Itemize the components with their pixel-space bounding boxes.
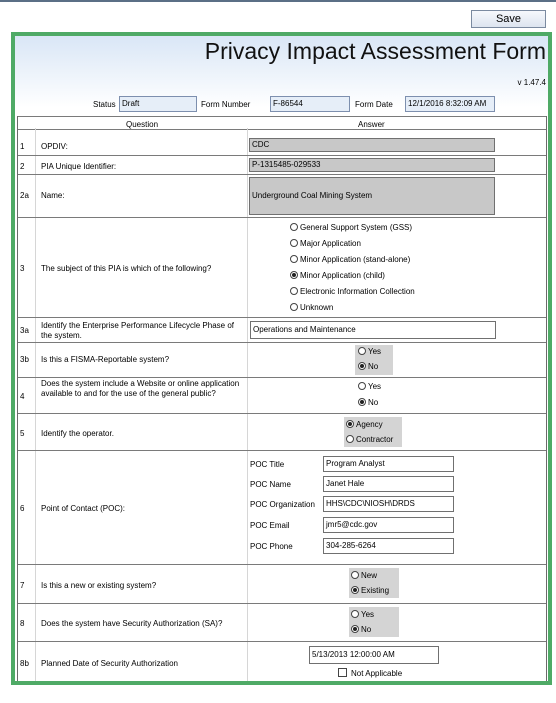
poc-organization-field[interactable]: HHS\CDC\NIOSH\DRDS bbox=[323, 496, 454, 512]
poc-email-label: POC Email bbox=[250, 521, 290, 530]
sa-yes[interactable] bbox=[351, 609, 374, 621]
radio-selected-icon[interactable] bbox=[351, 586, 359, 594]
poc-name-field[interactable]: Janet Hale bbox=[323, 476, 454, 492]
row-divider bbox=[18, 174, 546, 175]
question-table bbox=[17, 116, 547, 685]
option-label: Minor Application (child) bbox=[300, 271, 385, 280]
status-label: Status bbox=[93, 100, 116, 109]
not-applicable-checkbox[interactable] bbox=[338, 668, 402, 680]
option-label: Major Application bbox=[300, 239, 361, 248]
option-label: General Support System (GSS) bbox=[300, 223, 413, 232]
option-label: Minor Application (stand-alone) bbox=[300, 255, 411, 264]
row-divider bbox=[18, 342, 546, 343]
row-number: 7 bbox=[20, 581, 25, 590]
question-fisma: Is this a FISMA-Reportable system? bbox=[41, 355, 170, 364]
system-name-field: Underground Coal Mining System bbox=[249, 177, 495, 215]
option-label: Unknown bbox=[300, 303, 334, 312]
row-divider bbox=[18, 450, 546, 451]
option-minor-standalone[interactable] bbox=[290, 254, 410, 266]
poc-phone-field[interactable]: 304-285-6264 bbox=[323, 538, 454, 554]
radio-selected-icon[interactable] bbox=[358, 362, 366, 370]
question-opdiv: OPDIV: bbox=[41, 142, 68, 151]
question-pia-id: PIA Unique Identifier: bbox=[41, 162, 117, 171]
radio-icon[interactable] bbox=[351, 571, 359, 579]
radio-selected-icon[interactable] bbox=[358, 398, 366, 406]
radio-icon[interactable] bbox=[290, 287, 298, 295]
radio-icon[interactable] bbox=[290, 223, 298, 231]
sa-no[interactable] bbox=[351, 624, 371, 636]
radio-icon[interactable] bbox=[290, 303, 298, 311]
fisma-no[interactable] bbox=[358, 361, 378, 373]
question-poc: Point of Contact (POC): bbox=[41, 504, 126, 513]
option-label: Electronic Information Collection bbox=[300, 287, 415, 296]
form-date-field[interactable]: 12/1/2016 8:32:09 AM bbox=[405, 96, 495, 112]
row-number: 6 bbox=[20, 504, 25, 513]
option-minor-child[interactable] bbox=[290, 270, 385, 282]
lifecycle-field[interactable]: Operations and Maintenance bbox=[250, 321, 496, 339]
radio-icon[interactable] bbox=[358, 382, 366, 390]
header-divider bbox=[18, 129, 546, 130]
question-operator: Identify the operator. bbox=[41, 429, 114, 438]
save-button[interactable]: Save bbox=[471, 10, 546, 28]
option-new[interactable] bbox=[351, 570, 377, 582]
option-label: Yes bbox=[368, 347, 382, 356]
row-number: 8 bbox=[20, 619, 25, 628]
radio-icon[interactable] bbox=[290, 239, 298, 247]
form-header bbox=[15, 36, 548, 120]
question-new-existing: Is this a new or existing system? bbox=[41, 581, 157, 590]
row-divider bbox=[18, 564, 546, 565]
column-divider-answer bbox=[247, 128, 248, 685]
row-number: 2a bbox=[20, 191, 29, 200]
row-number: 3b bbox=[20, 355, 29, 364]
option-label: Yes bbox=[361, 610, 375, 619]
option-label: Yes bbox=[368, 382, 382, 391]
question-security-authorization: Does the system have Security Authorization (SA)? bbox=[41, 619, 223, 628]
question-website: Does the system include a Website or online application available to and for the use of the general public? bbox=[41, 379, 240, 398]
row-number: 3a bbox=[20, 326, 29, 335]
row-divider bbox=[18, 217, 546, 218]
status-field[interactable]: Draft bbox=[119, 96, 197, 112]
planned-date-field[interactable]: 5/13/2013 12:00:00 AM bbox=[309, 646, 439, 664]
option-label: Agency bbox=[356, 420, 383, 429]
poc-organization-label: POC Organization bbox=[250, 500, 315, 509]
option-label: No bbox=[368, 398, 379, 407]
page-title: Privacy Impact Assessment Form bbox=[204, 38, 546, 64]
poc-phone-label: POC Phone bbox=[250, 542, 293, 551]
poc-title-label: POC Title bbox=[250, 460, 285, 469]
radio-selected-icon[interactable] bbox=[346, 420, 354, 428]
checkbox-label: Not Applicable bbox=[351, 669, 403, 678]
question-planned-date: Planned Date of Security Authorization bbox=[41, 659, 178, 668]
row-number: 5 bbox=[20, 429, 25, 438]
question-subject: The subject of this PIA is which of the following? bbox=[41, 264, 212, 273]
answer-column-header: Answer bbox=[358, 120, 385, 129]
radio-icon[interactable] bbox=[290, 255, 298, 263]
operator-contractor[interactable] bbox=[346, 434, 393, 446]
option-major-application[interactable] bbox=[290, 238, 361, 250]
form-number-label: Form Number bbox=[201, 100, 251, 109]
form-date-label: Form Date bbox=[355, 100, 393, 109]
poc-title-field[interactable]: Program Analyst bbox=[323, 456, 454, 472]
row-divider bbox=[18, 317, 546, 318]
row-number: 8b bbox=[20, 659, 29, 668]
row-number: 1 bbox=[20, 142, 25, 151]
version-label: v 1.47.4 bbox=[517, 78, 546, 87]
radio-selected-icon[interactable] bbox=[290, 271, 298, 279]
option-label: Contractor bbox=[356, 435, 394, 444]
option-unknown[interactable] bbox=[290, 302, 333, 314]
opdiv-field: CDC bbox=[249, 138, 495, 152]
row-divider bbox=[18, 155, 546, 156]
radio-icon[interactable] bbox=[351, 610, 359, 618]
row-divider bbox=[18, 413, 546, 414]
radio-icon[interactable] bbox=[358, 347, 366, 355]
radio-icon[interactable] bbox=[346, 435, 354, 443]
pia-id-field: P-1315485-029533 bbox=[249, 158, 495, 172]
checkbox-icon[interactable] bbox=[338, 668, 347, 677]
fisma-yes[interactable] bbox=[358, 346, 381, 358]
radio-selected-icon[interactable] bbox=[351, 625, 359, 633]
poc-email-field[interactable]: jmr5@cdc.gov bbox=[323, 517, 454, 533]
website-no[interactable] bbox=[358, 397, 378, 409]
row-divider bbox=[18, 641, 546, 642]
form-frame bbox=[11, 32, 552, 685]
question-lifecycle: Identify the Enterprise Performance Lifecycle Phase of the system. bbox=[41, 321, 234, 340]
website-yes[interactable] bbox=[358, 381, 381, 393]
row-number: 2 bbox=[20, 162, 25, 171]
operator-agency[interactable] bbox=[346, 419, 383, 431]
row-number: 4 bbox=[20, 392, 25, 401]
table-top-border bbox=[18, 116, 546, 117]
row-number: 3 bbox=[20, 264, 25, 273]
poc-name-label: POC Name bbox=[250, 480, 291, 489]
option-existing[interactable] bbox=[351, 585, 389, 597]
top-border bbox=[0, 0, 556, 2]
option-label: No bbox=[361, 625, 372, 634]
option-label: No bbox=[368, 362, 379, 371]
row-divider bbox=[18, 377, 546, 378]
option-label: Existing bbox=[361, 586, 390, 595]
column-divider-num bbox=[35, 128, 36, 685]
question-name: Name: bbox=[41, 191, 65, 200]
form-number-field[interactable]: F-86544 bbox=[270, 96, 350, 112]
option-label: New bbox=[361, 571, 378, 580]
option-electronic-info[interactable] bbox=[290, 286, 415, 298]
question-column-header: Question bbox=[126, 120, 159, 129]
row-divider bbox=[18, 603, 546, 604]
option-gss[interactable] bbox=[290, 222, 412, 234]
